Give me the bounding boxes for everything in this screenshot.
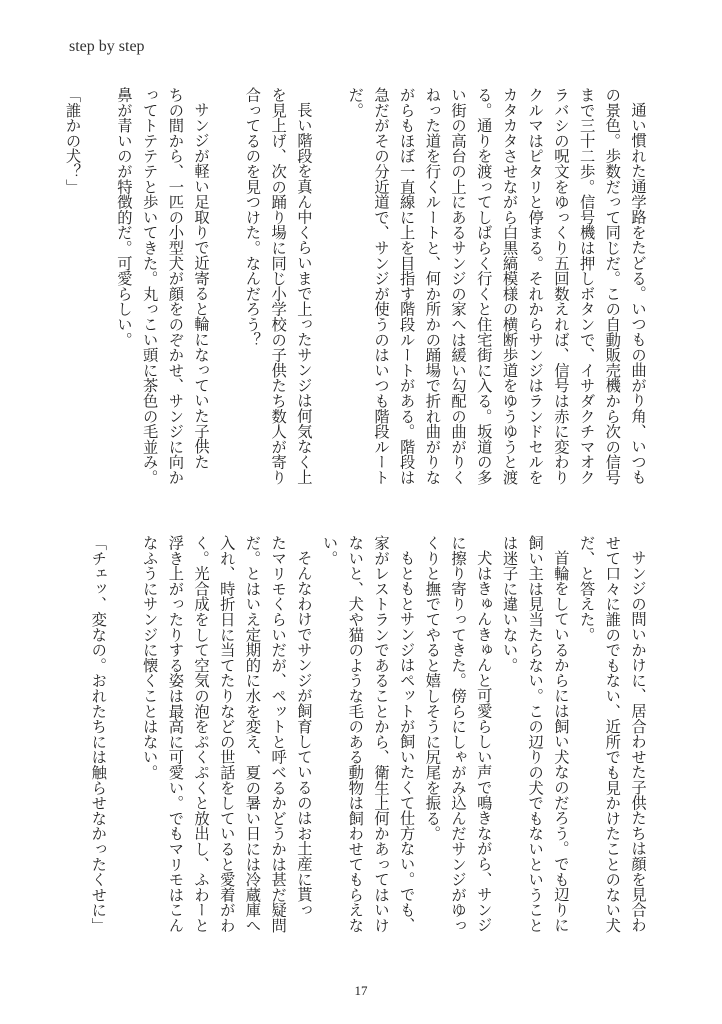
text-line: ちの間から、一匹の小型犬が顔をのぞかせ、サンジに向か <box>166 87 185 485</box>
text-line: い。 <box>320 535 339 566</box>
text-line: 浮き上がったりする姿は最高に可愛い。でもマリモはこん <box>166 535 185 933</box>
text-line: 入れ、時折日に当てたりなどの世話をしていると愛着がわ <box>217 535 236 933</box>
text-line: 「チェッ、変なの。おれたちには触らせなかったくせに」 <box>89 535 108 933</box>
text-line: ないと、犬や猫のような毛のある動物は飼わせてもらえな <box>346 535 365 933</box>
text-line: だ、と答えた。 <box>577 535 596 643</box>
text-line: 合ってるのを見つけた。なんだろう？ <box>243 87 262 348</box>
text-line: を見上げ、次の踊り場に同じ小学校の子供たち数人が寄り <box>269 87 288 485</box>
text-line: まで三十二歩。信号機は押しボタンで、イサダクチマオク <box>577 87 596 485</box>
text-line: がらもほぼ一直線に上を目指す階段ルートがある。階段は <box>397 87 416 485</box>
text-line: ってトテテテと歩いてきた。丸っこい頭に茶色の毛並み。 <box>140 87 159 485</box>
text-line: だ。 <box>346 87 365 118</box>
text-line: サンジの問いかけに、居合わせた子供たちは顔を見合わ <box>629 550 647 933</box>
text-line: 飼い主は見当たらない。この辺りの犬でもないということ <box>526 535 545 933</box>
text-line: サンジが軽い足取りで近寄ると輪になっていた子供た <box>192 102 211 470</box>
text-line: の景色。歩数だって同じだ。この自動販売機から次の信号 <box>603 87 622 485</box>
text-line: 鼻が青いのが特徴的だ。可愛らしい。 <box>114 87 133 348</box>
text-line: は迷子に違いない。 <box>500 535 519 673</box>
running-head: step by step <box>69 38 145 55</box>
text-line: 犬はきゅんきゅんと可愛らしい声で鳴きながら、サンジ <box>474 550 493 933</box>
blank-line <box>213 87 239 503</box>
upper-text-tier <box>59 87 650 503</box>
text-line: そんなわけでサンジが飼育しているのはお土産に貰っ <box>294 550 313 918</box>
text-line: い街の高台の上にあるサンジの家へは緩い勾配の曲がりく <box>449 87 468 485</box>
text-line: くりと撫でてやると嬉しそうに尻尾を振る。 <box>423 535 442 841</box>
text-line: もともとサンジはペットが飼いたくて仕方ない。でも、 <box>397 550 416 933</box>
lower-text-tier <box>59 535 650 951</box>
text-line: クルマはピタリと停まる。それからサンジはランドセルを <box>526 87 545 485</box>
text-line: く。光合成をして空気の泡をぷくぷくと放出し、ふわーと <box>192 535 211 933</box>
text-line: なふうにサンジに懐くことはない。 <box>140 535 159 780</box>
text-line: 長い階段を真ん中くらいまで上ったサンジは何気なく上 <box>294 102 313 485</box>
blank-line <box>110 535 136 951</box>
text-line: 家がレストランであることから、衛生上何かあってはいけ <box>371 535 390 933</box>
text-line: カタカタさせながら白黒縞模様の横断歩道をゆうゆうと渡 <box>500 87 519 485</box>
text-line: せて口々に誰のでもない、近所でも見かけたことのない犬 <box>603 535 622 933</box>
text-line: ラバシの呪文をゆっくり五回数えれば、信号は赤に変わり <box>551 87 570 485</box>
page-number: 17 <box>354 983 368 998</box>
text-line: だ。とはいえ定期的に水を変え、夏の暑い日には冷蔵庫へ <box>243 535 262 933</box>
text-line: 「誰かの犬？」 <box>63 87 82 195</box>
text-line: 急だがその分近道で、サンジが使うのはいつも階段ルート <box>371 87 390 485</box>
blank-line <box>85 87 111 503</box>
blank-line <box>316 87 342 503</box>
text-line: る。通りを渡ってしばらく行くと住宅街に入る。坂道の多 <box>474 87 493 485</box>
text-line: たマリモくらいだが、ペットと呼べるかどうかは甚だ疑問 <box>269 535 288 933</box>
text-line: 通い慣れた通学路をたどる。いつもの曲がり角、いつも <box>629 102 647 485</box>
text-line: に擦り寄りってきた。傍らにしゃがみ込んだサンジがゆっ <box>449 535 468 933</box>
text-line: 首輪をしているからには飼い犬なのだろう。でも辺りに <box>551 550 570 933</box>
text-line: ねった道を行くルートと、何か所かの踊場で折れ曲がりな <box>423 87 442 485</box>
